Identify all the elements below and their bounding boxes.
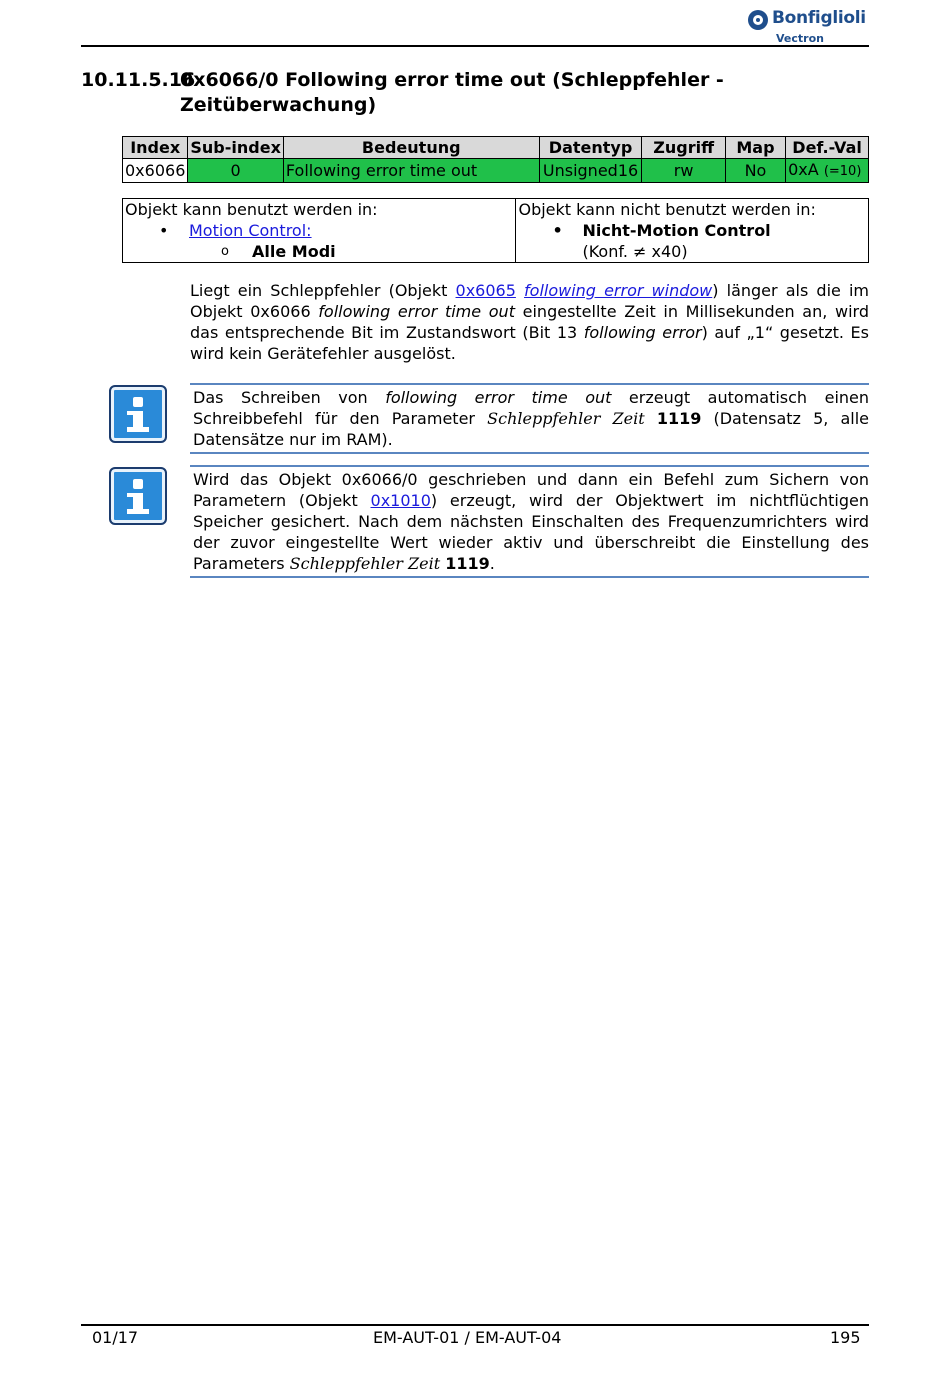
info-note-2: [190, 465, 869, 578]
usage-table: [122, 198, 869, 263]
table-header-row: [123, 137, 869, 159]
link-0x6065[interactable]: 0x6065: [455, 281, 516, 300]
logo-brand: Bonfiglioli: [772, 8, 866, 28]
col-header-subindex: Sub-index: [188, 137, 284, 159]
footer-page-number: 195: [830, 1328, 861, 1347]
col-header-index: Index: [123, 137, 188, 159]
info-note-text: [190, 385, 869, 452]
default-value: 0xA: [788, 160, 819, 179]
parameter-name: Schleppfehler Zeit: [289, 554, 441, 573]
text-run: ) länger als die im Objekt 0x6066: [190, 281, 870, 321]
header-rule: [81, 45, 869, 47]
text-run: Liegt ein Schleppfehler (Objekt: [190, 281, 456, 300]
table-row: [123, 199, 869, 263]
body-paragraph: [190, 280, 869, 364]
text-run: eingestellte Zeit in Millisekunden an, wird das entsprechende Bit im Zustandswort (Bit 13: [190, 302, 869, 342]
footer-doc: EM-AUT-01 / EM-AUT-04: [373, 1328, 562, 1347]
section-number: 10.11.5.16: [81, 69, 196, 91]
text-run: erzeugt automatisch einen Schreibbefehl für den Parameter: [193, 388, 870, 428]
usable-subitem: o Alle Modi: [125, 241, 513, 262]
text-run: [516, 281, 524, 300]
info-note-text: [190, 467, 869, 576]
table-row: [123, 159, 869, 183]
brand-logo: [748, 8, 870, 46]
parameter-number: 1119: [445, 554, 490, 573]
cell-access: rw: [642, 159, 725, 183]
italic-run: following error: [583, 323, 702, 342]
footer-rule: [81, 1324, 869, 1326]
cell-datatype: Unsigned16: [539, 159, 642, 183]
section-title-line1: 0x6066/0 Following error time out (Schleppfehler -: [180, 69, 724, 91]
text-run: ) erzeugt, wird der Objektwert im nichtflüchtigen Speicher gesichert. Nach dem nächsten Einschalten des Frequenzumrichters wird der zuvor eingestellte Wert wieder aktiv und überschreibt die Einstellung des Parameters: [193, 491, 869, 573]
text-run: Das Schreiben von: [193, 388, 386, 407]
text-run: .: [489, 554, 495, 573]
not-usable-item: • Nicht-Motion Control: [518, 220, 866, 241]
not-usable-cell: [516, 199, 869, 263]
cell-meaning: Following error time out: [283, 159, 539, 183]
object-table: [122, 136, 869, 183]
default-note: (=10): [823, 164, 862, 179]
cell-subindex: 0: [188, 159, 284, 183]
not-usable-note: (Konf. ≠ x40): [582, 242, 688, 261]
logo-sub: Vectron: [776, 32, 824, 45]
motion-control-link[interactable]: Motion Control:: [189, 221, 312, 240]
info-icon: [109, 385, 167, 443]
cell-map: No: [725, 159, 785, 183]
col-header-map: Map: [725, 137, 785, 159]
info-note-1: [190, 383, 869, 454]
not-usable-title: Objekt kann nicht benutzt werden in:: [518, 200, 816, 219]
cell-index: 0x6066: [123, 159, 188, 183]
link-following-error-window[interactable]: following error window: [524, 281, 713, 300]
section-heading: [81, 68, 871, 118]
col-header-meaning: Bedeutung: [283, 137, 539, 159]
info-icon: [109, 467, 167, 525]
italic-run: following error time out: [318, 302, 515, 321]
text-run: Wird das Objekt 0x6066/0 geschrieben und dann ein Befehl zum Sichern von Parametern (Objekt: [193, 470, 869, 510]
link-0x1010[interactable]: 0x1010: [370, 491, 431, 510]
cell-default: [786, 159, 869, 183]
footer-date: 01/17: [92, 1328, 139, 1347]
col-header-datatype: Datentyp: [539, 137, 642, 159]
parameter-name: Schleppfehler Zeit: [487, 409, 645, 428]
text-run: (Datensatz 5, alle Datensätze nur im RAM).: [193, 409, 870, 449]
text-run: [645, 409, 657, 428]
usable-title: Objekt kann benutzt werden in:: [125, 200, 378, 219]
logo-mark-icon: [748, 10, 768, 30]
section-title-line2: Zeitüberwachung): [180, 94, 377, 116]
list-item: [125, 220, 513, 241]
text-run: ) auf „1“ gesetzt. Es wird kein Gerätefehler ausgelöst.: [190, 323, 869, 363]
col-header-access: Zugriff: [642, 137, 725, 159]
parameter-number: 1119: [656, 409, 702, 428]
italic-run: following error time out: [385, 388, 612, 407]
usable-cell: [123, 199, 516, 263]
col-header-default: Def.-Val: [786, 137, 869, 159]
